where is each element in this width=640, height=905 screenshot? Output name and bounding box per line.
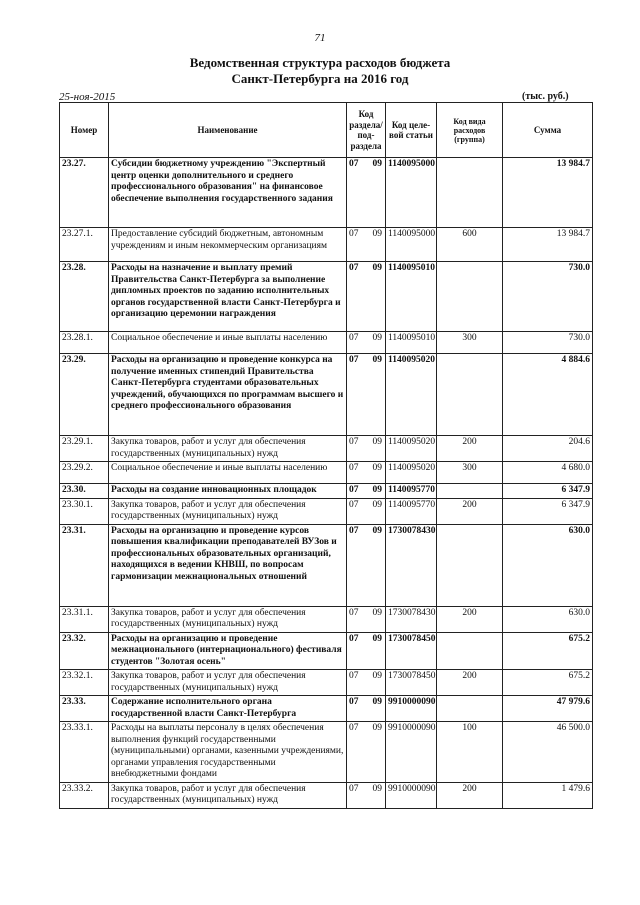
header-target: Код целе-вой статьи [386,103,437,158]
table-row [60,606,593,632]
row-section-code [347,462,386,484]
row-section-code [347,332,386,354]
row-number: 23.33.2. [60,782,109,808]
row-name: Закупка товаров, работ и услуг для обеспечения государственных (муниципальных) нужд [109,436,347,462]
row-amount: 6 347.9 [503,484,593,499]
row-number: 23.29.1. [60,436,109,462]
row-name: Закупка товаров, работ и услуг для обеспечения государственных (муниципальных) нужд [109,606,347,632]
header-amount: Сумма [503,103,593,158]
row-target: 1140095020 [386,354,437,436]
row-expense-type: 200 [437,498,503,524]
row-section-code [347,436,386,462]
row-amount: 1 479.6 [503,782,593,808]
document-title [0,55,640,87]
row-amount: 730.0 [503,262,593,332]
row-name: Расходы на назначение и выплату премий Правительства Санкт-Петербурга за выполнение дипломных проектов по заданию исполнительных органов государственной власти Санкт-Петербурга и организацию церемонии награждения [109,262,347,332]
row-name: Предоставление субсидий бюджетным, автономным учреждениям и иным некоммерческим организациям [109,228,347,262]
row-section: 07 [349,355,359,365]
row-expense-type: 200 [437,782,503,808]
table-row [60,354,593,436]
row-expense-type: 200 [437,670,503,696]
row-name: Социальное обеспечение и иные выплаты населению [109,462,347,484]
row-number: 23.27.1. [60,228,109,262]
row-amount: 675.2 [503,670,593,696]
title-line-2: Санкт-Петербурга на 2016 год [231,71,409,86]
row-amount: 6 347.9 [503,498,593,524]
row-name: Расходы на организацию и проведение конкурса на получение именных стипендий Правительства Санкт-Петербурга студентами образовательных учреждений, обучающихся по программам высшего и среднего профессионального образования [109,354,347,436]
page-number: 71 [314,32,326,44]
row-expense-type: 200 [437,436,503,462]
row-name: Закупка товаров, работ и услуг для обеспечения государственных (муниципальных) нужд [109,670,347,696]
row-number: 23.28. [60,262,109,332]
row-expense-type [437,158,503,228]
row-expense-type: 300 [437,332,503,354]
row-section: 07 [349,499,359,510]
row-section-code [347,228,386,262]
row-subsection: 09 [372,437,382,447]
table-row [60,696,593,722]
row-amount: 730.0 [503,332,593,354]
row-section: 07 [349,633,359,644]
row-section: 07 [349,671,359,681]
row-name: Расходы на организацию и проведение курсов повышения квалификации преподавателей ВУЗов и профессиональных образовательных организаций, находящихся в ведении КНВШ, по вопросам гармонизации межнациональных отношений [109,524,347,606]
row-name: Закупка товаров, работ и услуг для обеспечения государственных (муниципальных) нужд [109,498,347,524]
row-section: 07 [349,485,359,495]
title-line-1: Ведомственная структура расходов бюджета [189,55,451,70]
table-row [60,670,593,696]
row-expense-type: 200 [437,606,503,632]
row-name: Субсидии бюджетному учреждению "Экспертный центр оценки дополнительного и среднего профессионального образования" на финансовое обеспечение выполнения государственного задания [109,158,347,228]
row-subsection: 09 [372,783,382,794]
row-subsection: 09 [372,333,382,343]
row-subsection: 09 [372,723,382,733]
row-target: 9910000090 [386,722,437,783]
header-number: Номер [60,103,109,158]
row-section: 07 [349,783,359,794]
row-subsection: 09 [372,485,382,495]
row-section: 07 [349,333,359,343]
table-row [60,262,593,332]
table-row [60,158,593,228]
table-row [60,332,593,354]
header-section: Код раздела/ под-раздела [347,103,386,158]
row-section-code [347,606,386,632]
row-subsection: 09 [372,671,382,681]
row-subsection: 09 [372,633,382,644]
row-subsection: 09 [372,607,382,618]
row-target: 1140095020 [386,462,437,484]
table-row [60,484,593,499]
row-expense-type [437,484,503,499]
table-header-row [60,103,593,158]
row-name: Содержание исполнительного органа государственной власти Санкт-Петербурга [109,696,347,722]
row-target: 1140095000 [386,158,437,228]
row-amount: 46 500.0 [503,722,593,783]
row-name: Расходы на выплаты персоналу в целях обеспечения выполнения функций государственными (муниципальными) органами, казенными учреждениями, органами управления государственными внебюджетными фондами [109,722,347,783]
row-number: 23.32.1. [60,670,109,696]
row-target: 1140095000 [386,228,437,262]
row-section: 07 [349,437,359,447]
row-expense-type [437,354,503,436]
header-expense-type: Код вида расходов (группа) [437,103,503,158]
row-target: 9910000090 [386,696,437,722]
table-row [60,782,593,808]
row-subsection: 09 [372,159,382,169]
document-date: 25-ноя-2015 [59,91,116,103]
row-section-code [347,354,386,436]
row-number: 23.31.1. [60,606,109,632]
row-subsection: 09 [372,355,382,365]
table-row [60,228,593,262]
row-number: 23.31. [60,524,109,606]
row-expense-type: 100 [437,722,503,783]
row-section: 07 [349,263,359,273]
row-section-code [347,484,386,499]
row-target: 1140095010 [386,262,437,332]
row-target: 1730078430 [386,524,437,606]
row-section-code [347,524,386,606]
table-row [60,632,593,670]
row-target: 9910000090 [386,782,437,808]
row-name: Расходы на организацию и проведение межнационального (интернационального) фестиваля студентов "Золотая осень" [109,632,347,670]
row-amount: 47 979.6 [503,696,593,722]
row-number: 23.32. [60,632,109,670]
row-amount: 204.6 [503,436,593,462]
row-name: Социальное обеспечение и иные выплаты населению [109,332,347,354]
row-target: 1140095770 [386,484,437,499]
row-expense-type [437,524,503,606]
row-section-code [347,782,386,808]
row-expense-type [437,696,503,722]
table-row [60,462,593,484]
row-section-code [347,262,386,332]
budget-table [59,102,593,809]
table-row [60,722,593,783]
row-target: 1140095020 [386,436,437,462]
row-section-code [347,670,386,696]
row-amount: 13 984.7 [503,228,593,262]
row-subsection: 09 [372,229,382,239]
table-row [60,524,593,606]
row-target: 1730078450 [386,670,437,696]
row-number: 23.29. [60,354,109,436]
units-label: (тыс. руб.) [522,91,569,102]
row-expense-type [437,262,503,332]
table-row [60,436,593,462]
row-section-code [347,498,386,524]
row-amount: 4 680.0 [503,462,593,484]
row-section-code [347,158,386,228]
row-target: 1730078430 [386,606,437,632]
row-number: 23.33. [60,696,109,722]
row-amount: 630.0 [503,606,593,632]
header-name: Наименование [109,103,347,158]
row-section: 07 [349,463,359,473]
row-subsection: 09 [372,525,382,536]
row-amount: 4 884.6 [503,354,593,436]
row-name: Расходы на создание инновационных площадок [109,484,347,499]
row-number: 23.28.1. [60,332,109,354]
row-subsection: 09 [372,263,382,273]
row-section-code [347,722,386,783]
table-body [60,158,593,809]
row-section: 07 [349,159,359,169]
row-expense-type: 300 [437,462,503,484]
row-amount: 675.2 [503,632,593,670]
row-section: 07 [349,723,359,733]
row-number: 23.30. [60,484,109,499]
row-name: Закупка товаров, работ и услуг для обеспечения государственных (муниципальных) нужд [109,782,347,808]
row-target: 1730078450 [386,632,437,670]
table-row [60,498,593,524]
row-section-code [347,632,386,670]
row-amount: 13 984.7 [503,158,593,228]
row-number: 23.33.1. [60,722,109,783]
row-number: 23.29.2. [60,462,109,484]
row-section: 07 [349,607,359,618]
row-section: 07 [349,229,359,239]
row-section: 07 [349,697,359,707]
row-target: 1140095770 [386,498,437,524]
row-expense-type [437,632,503,670]
row-number: 23.30.1. [60,498,109,524]
row-section: 07 [349,525,359,536]
row-target: 1140095010 [386,332,437,354]
row-subsection: 09 [372,499,382,510]
row-section-code [347,696,386,722]
row-amount: 630.0 [503,524,593,606]
row-subsection: 09 [372,463,382,473]
row-subsection: 09 [372,697,382,707]
row-expense-type: 600 [437,228,503,262]
row-number: 23.27. [60,158,109,228]
